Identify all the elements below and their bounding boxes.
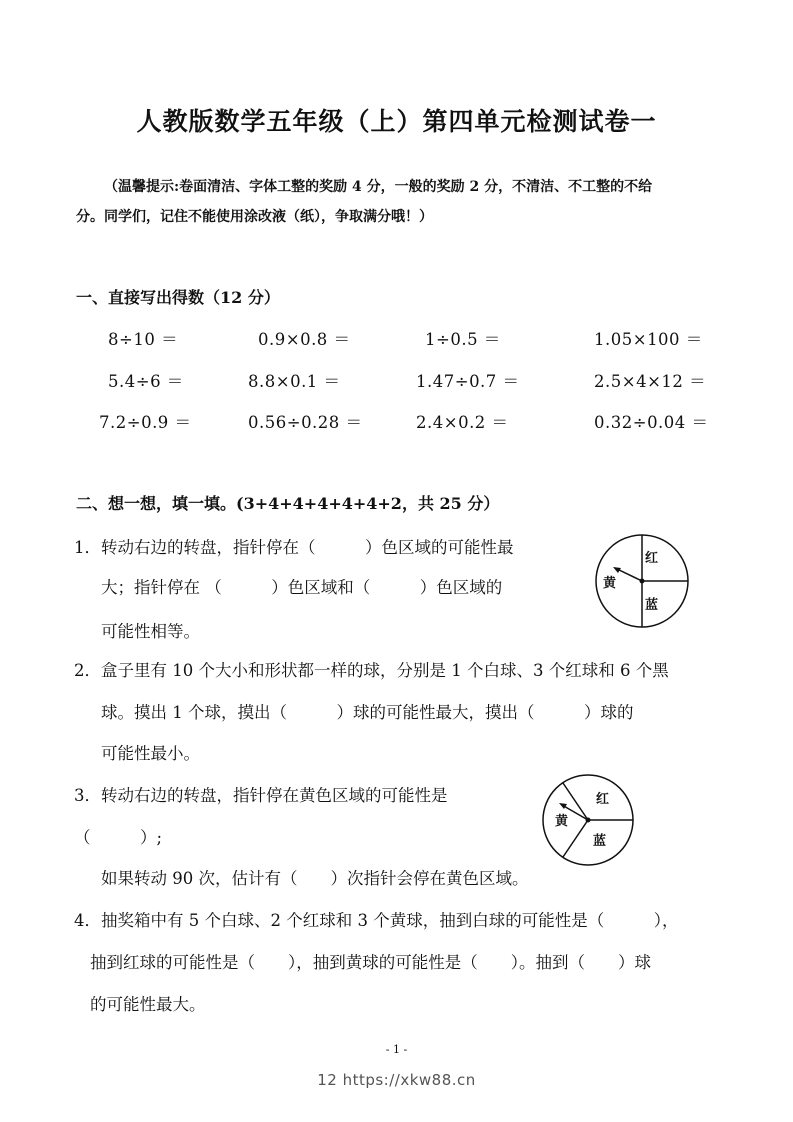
- source-url[interactable]: 12 https://xkw88.cn: [317, 1071, 476, 1089]
- section2-heading: 二、想一想，填一填。(3+4+4+4+4+4+2，共 25 分）: [76, 494, 500, 513]
- spinner-wheel-2: [540, 772, 636, 868]
- q2-line-1: 2．盒子里有 10 个大小和形状都一样的球，分别是 1 个白球、3 个红球和 6 个黑: [74, 661, 669, 680]
- q4-line-1: 4．抽奖箱中有 5 个白球、2 个红球和 3 个黄球，抽到白球的可能性是（ ），: [74, 911, 679, 930]
- page-title: 人教版数学五年级（上）第四单元检测试卷一: [136, 107, 657, 136]
- q1-line-3: 可能性相等。: [101, 622, 200, 641]
- q3-line-2: （ ）;: [74, 828, 163, 847]
- q3-line-3: 如果转动 90 次，估计有（ ）次指针会停在黄色区域。: [101, 869, 529, 888]
- wheel1-yellow-label: 黄: [603, 576, 617, 591]
- q4-line-3: 的可能性最大。: [90, 995, 206, 1014]
- q2-line-3: 可能性最小。: [101, 744, 200, 763]
- tip-line-1: （温馨提示:卷面清洁、字体工整的奖励 4 分，一般的奖励 2 分，不清洁、不工整的不给: [104, 179, 653, 195]
- calc-item: 1÷0.5 ＝: [425, 330, 501, 349]
- calc-item: 1.47÷0.7 ＝: [416, 372, 520, 391]
- q1-line-2: 大；指针停在 （ ）色区域和（ ）色区域的: [101, 578, 503, 597]
- q3-line-1: 3．转动右边的转盘，指针停在黄色区域的可能性是: [74, 786, 448, 805]
- calc-item: 5.4÷6 ＝: [108, 372, 184, 391]
- q4-line-2: 抽到红球的可能性是（ ），抽到黄球的可能性是（ ）。抽到（ ）球: [90, 953, 651, 972]
- calc-item: 2.4×0.2 ＝: [416, 413, 509, 432]
- page-number: - 1 -: [385, 1043, 408, 1056]
- q1-line-1: 1．转动右边的转盘，指针停在（ ）色区域的可能性最: [74, 538, 514, 557]
- q2-line-2: 球。摸出 1 个球，摸出（ ）球的可能性最大，摸出（ ）球的: [101, 703, 634, 722]
- calc-item: 0.9×0.8 ＝: [258, 330, 351, 349]
- calc-item: 7.2÷0.9 ＝: [99, 413, 192, 432]
- calc-item: 1.05×100 ＝: [594, 330, 703, 349]
- wheel1-blue-label: 蓝: [645, 598, 659, 613]
- calc-item: 0.32÷0.04 ＝: [594, 413, 709, 432]
- calc-item: 2.5×4×12 ＝: [594, 372, 707, 391]
- spinner-wheel-1: [593, 532, 691, 630]
- tip-line-2: 分。同学们，记住不能使用涂改液（纸），争取满分哦！）: [76, 209, 433, 225]
- wheel2-red-label: 红: [596, 792, 610, 807]
- calc-item: 0.56÷0.28 ＝: [248, 413, 363, 432]
- calc-item: 8.8×0.1 ＝: [248, 372, 341, 391]
- wheel2-blue-label: 蓝: [593, 834, 607, 849]
- wheel2-yellow-label: 黄: [555, 814, 569, 829]
- section1-heading: 一、直接写出得数（12 分）: [76, 288, 280, 307]
- calc-item: 8÷10 ＝: [108, 330, 179, 349]
- wheel1-red-label: 红: [645, 551, 659, 566]
